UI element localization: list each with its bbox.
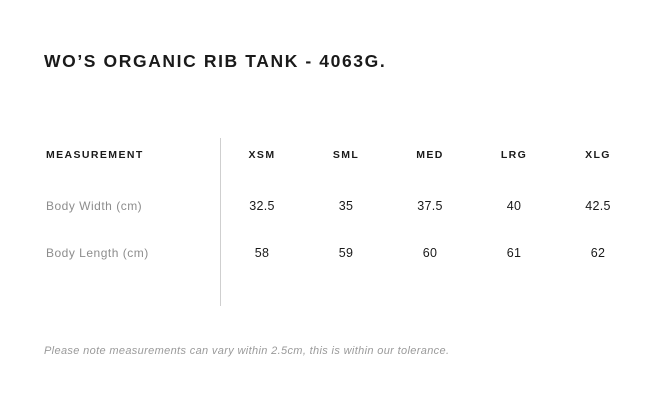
header-measurement: MEASUREMENT	[46, 149, 144, 161]
cell-body-width-lrg: 40	[506, 198, 522, 213]
table-header-row	[44, 128, 640, 182]
table-row	[44, 182, 640, 229]
cell-body-width-med: 37.5	[417, 198, 443, 213]
page-title: WO’S ORGANIC RIB TANK - 4063G.	[44, 51, 387, 71]
cell-body-length-xlg: 62	[590, 245, 606, 260]
column-divider	[220, 138, 221, 306]
content-frame	[8, 8, 662, 392]
size-table-container	[44, 128, 640, 276]
header-size-lrg: LRG	[500, 149, 528, 161]
table-row	[44, 229, 640, 276]
cell-body-length-xsm: 58	[254, 245, 270, 260]
row-label-body-width: Body Width (cm)	[46, 198, 143, 213]
cell-body-length-med: 60	[422, 245, 438, 260]
cell-body-length-sml: 59	[338, 245, 354, 260]
cell-body-width-sml: 35	[338, 198, 354, 213]
header-size-xlg: XLG	[585, 149, 611, 161]
size-table	[44, 128, 640, 276]
cell-body-width-xlg: 42.5	[585, 198, 611, 213]
tolerance-note: Please note measurements can vary within 2.5cm, this is within our tolerance.	[44, 345, 450, 357]
row-label-body-length: Body Length (cm)	[46, 245, 149, 260]
cell-body-width-xsm: 32.5	[249, 198, 275, 213]
header-size-xsm: XSM	[248, 149, 276, 161]
header-size-med: MED	[416, 149, 444, 161]
header-size-sml: SML	[332, 149, 360, 161]
cell-body-length-lrg: 61	[506, 245, 522, 260]
